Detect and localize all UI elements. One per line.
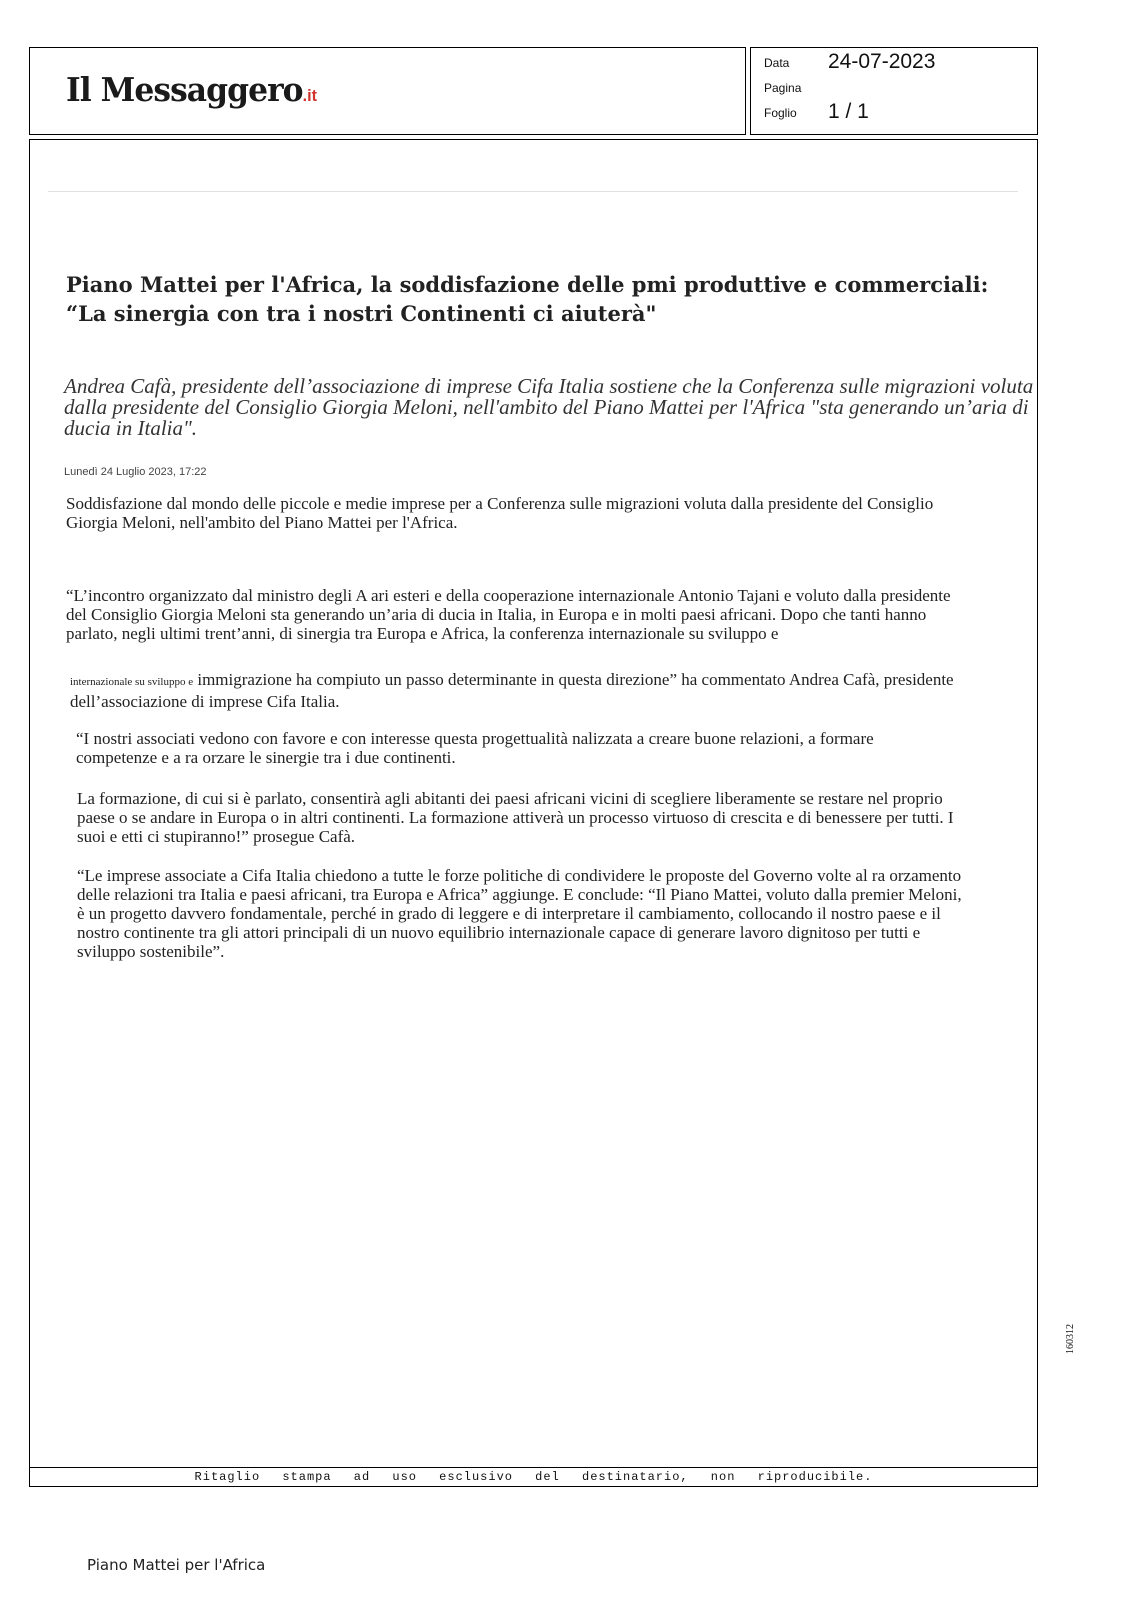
footer-notice: Ritaglio stampa ad uso esclusivo del destinatario, non riproducibile. (194, 1470, 873, 1484)
paragraph-1: Soddisfazione dal mondo delle piccole e medie imprese per a Conferenza sulle migrazioni voluta dalla presidente del Consiglio Giorgia Meloni, nell'ambito del Piano Mattei per l'Africa. (66, 494, 934, 532)
data-label: Data (764, 56, 790, 70)
pagina-label: Pagina (764, 81, 802, 95)
paragraph-2: “L’incontro organizzato dal ministro degli A ari esteri e della cooperazione internazionale Antonio Tajani e voluto dalla presidente del Consiglio Giorgia Meloni sta generando un’aria di ducia in Italia, in Europa e in molti paesi africani. Dopo che tanti hanno parlato, negli ultimi trent’anni, di sinergia tra Europa e Africa, la conferenza internazionale su sviluppo e (66, 586, 951, 643)
article-title: Piano Mattei per l'Africa, la soddisfazione delle pmi produttive e commerciali: “La sinergia con tra i nostri Continenti ci aiuterà" (66, 272, 989, 326)
article-subtitle: Andrea Cafà, presidente dell’associazione di imprese Cifa Italia sostiene che la Conferenza sulle migrazioni voluta dalla presidente del Consiglio Giorgia Meloni, nell'ambito del Piano Mattei per l'Africa "sta generando un’aria di ducia in Italia". (64, 374, 1034, 440)
paragraph-3 (70, 670, 970, 711)
paragraph-3-small-text: internazionale su sviluppo e (70, 676, 194, 688)
paragraph-3-text: immigrazione ha compiuto un passo determinante in questa direzione” ha commentato Andrea Cafà, presidente dell’associazione di imprese Cifa Italia. (70, 670, 954, 711)
article-dateline: Lunedì 24 Luglio 2023, 17:22 (64, 466, 207, 478)
data-value: 24-07-2023 (828, 50, 936, 73)
logo-suffix: .it (302, 86, 317, 105)
footer-rule (29, 1467, 1038, 1468)
foglio-label: Foglio (764, 106, 797, 120)
logo-main: Il Messaggero (66, 70, 303, 109)
separator-line (48, 191, 1018, 192)
bottom-caption: Piano Mattei per l'Africa (87, 1556, 266, 1574)
foglio-value: 1 / 1 (828, 100, 869, 123)
paragraph-4: “I nostri associati vedono con favore e con interesse questa progettualità nalizzata a creare buone relazioni, a formare competenze e a ra orzare le sinergie tra i due continenti. (76, 729, 874, 767)
newspaper-logo (66, 70, 317, 109)
paragraph-6: “Le imprese associate a Cifa Italia chiedono a tutte le forze politiche di condividere le proposte del Governo volte al ra orzamento delle relazioni tra Italia e paesi africani, tra Europa e Africa” aggiunge. E conclude: “Il Piano Mattei, voluto dalla premier Meloni, è un progetto davvero fondamentale, perché in grado di leggere e di interpretare il cambiamento, collocando il nostro paese e il nostro continente tra gli attori principali di un nuovo equilibrio internazionale capace di generare lavoro dignitoso per tutti e sviluppo sostenibile”. (77, 866, 962, 961)
side-code: 160312 (1065, 1324, 1076, 1354)
paragraph-5: La formazione, di cui si è parlato, consentirà agli abitanti dei paesi africani vicini di scegliere liberamente se restare nel proprio paese o se andare in Europa o in altri continenti. La formazione attiverà un processo virtuoso di crescita e di benessere per tutti. I suoi e etti ci stupiranno!” prosegue Cafà. (77, 789, 954, 846)
